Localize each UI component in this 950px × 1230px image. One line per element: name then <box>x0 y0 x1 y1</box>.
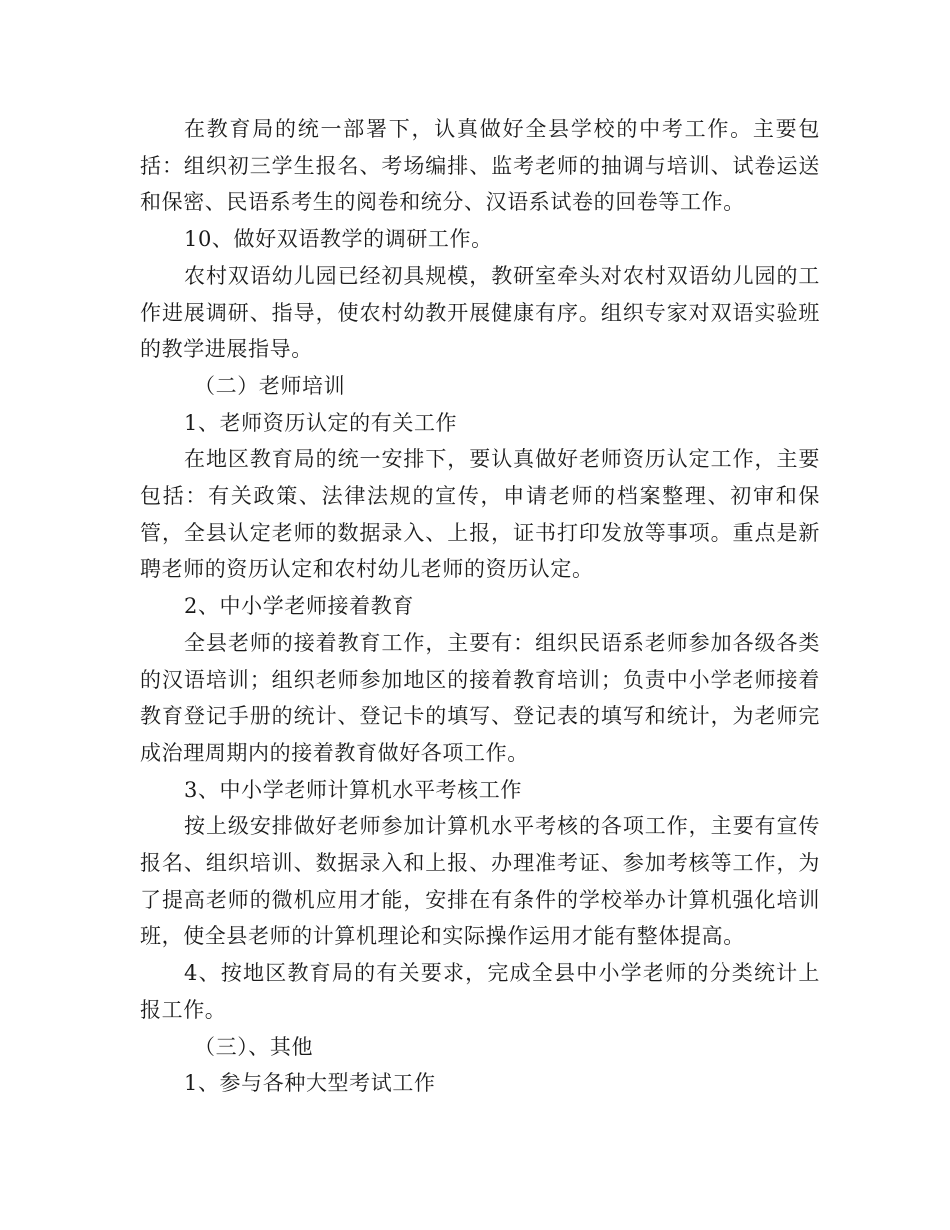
section-other: （三）、其他 <box>194 1034 314 1059</box>
paragraph-continuing-education: 全县老师的接着教育工作，主要有：组织民语系老师参加各级各类的汉语培训；组织老师参加地区的接着教育培训；负责中小学老师接着教育登记手册的统计、登记卡的填写、登记表的填写和统计，为老师完成治理周期内的接着教育做好各项工作。 <box>140 630 820 765</box>
document-body <box>140 111 820 1102</box>
heading-computer-assessment: 3、中小学老师计算机水平考核工作 <box>184 777 522 802</box>
heading-continuing-education: 2、中小学老师接着教育 <box>184 594 414 619</box>
heading-bilingual-research: 10、做好双语教学的调研工作。 <box>184 227 493 252</box>
paragraph-bilingual-kindergarten: 农村双语幼儿园已经初具规模，教研室牵头对农村双语幼儿园的工作进展调研、指导，使农村幼教开展健康有序。组织专家对双语实验班的教学进展指导。 <box>140 263 820 362</box>
heading-teacher-qualification: 1、老师资历认定的有关工作 <box>184 410 458 435</box>
section-teacher-training: （二）老师培训 <box>194 373 346 398</box>
paragraph-exam-work: 在教育局的统一部署下，认真做好全县学校的中考工作。主要包括：组织初三学生报名、考场编排、监考老师的抽调与培训、试卷运送和保密、民语系考生的阅卷和统分、汉语系试卷的回卷等工作。 <box>140 117 820 215</box>
paragraph-classification-statistics: 4、按地区教育局的有关要求，完成全县中小学老师的分类统计上报工作。 <box>140 961 820 1022</box>
heading-large-exams: 1、参与各种大型考试工作 <box>184 1071 436 1096</box>
paragraph-teacher-qualification: 在地区教育局的统一安排下，要认真做好老师资历认定工作，主要包括：有关政策、法律法规的宣传，申请老师的档案整理、初审和保管，全县认定老师的数据录入、上报，证书打印发放等事项。重点是新聘老师的资历认定和农村幼儿老师的资历认定。 <box>140 447 820 582</box>
paragraph-computer-assessment: 按上级安排做好老师参加计算机水平考核的各项工作，主要有宣传报名、组织培训、数据录入和上报、办理准考证、参加考核等工作，为了提高老师的微机应用才能，安排在有条件的学校举办计算机强化培训班，使全县老师的计算机理论和实际操作运用才能有整体提高。 <box>140 814 820 949</box>
